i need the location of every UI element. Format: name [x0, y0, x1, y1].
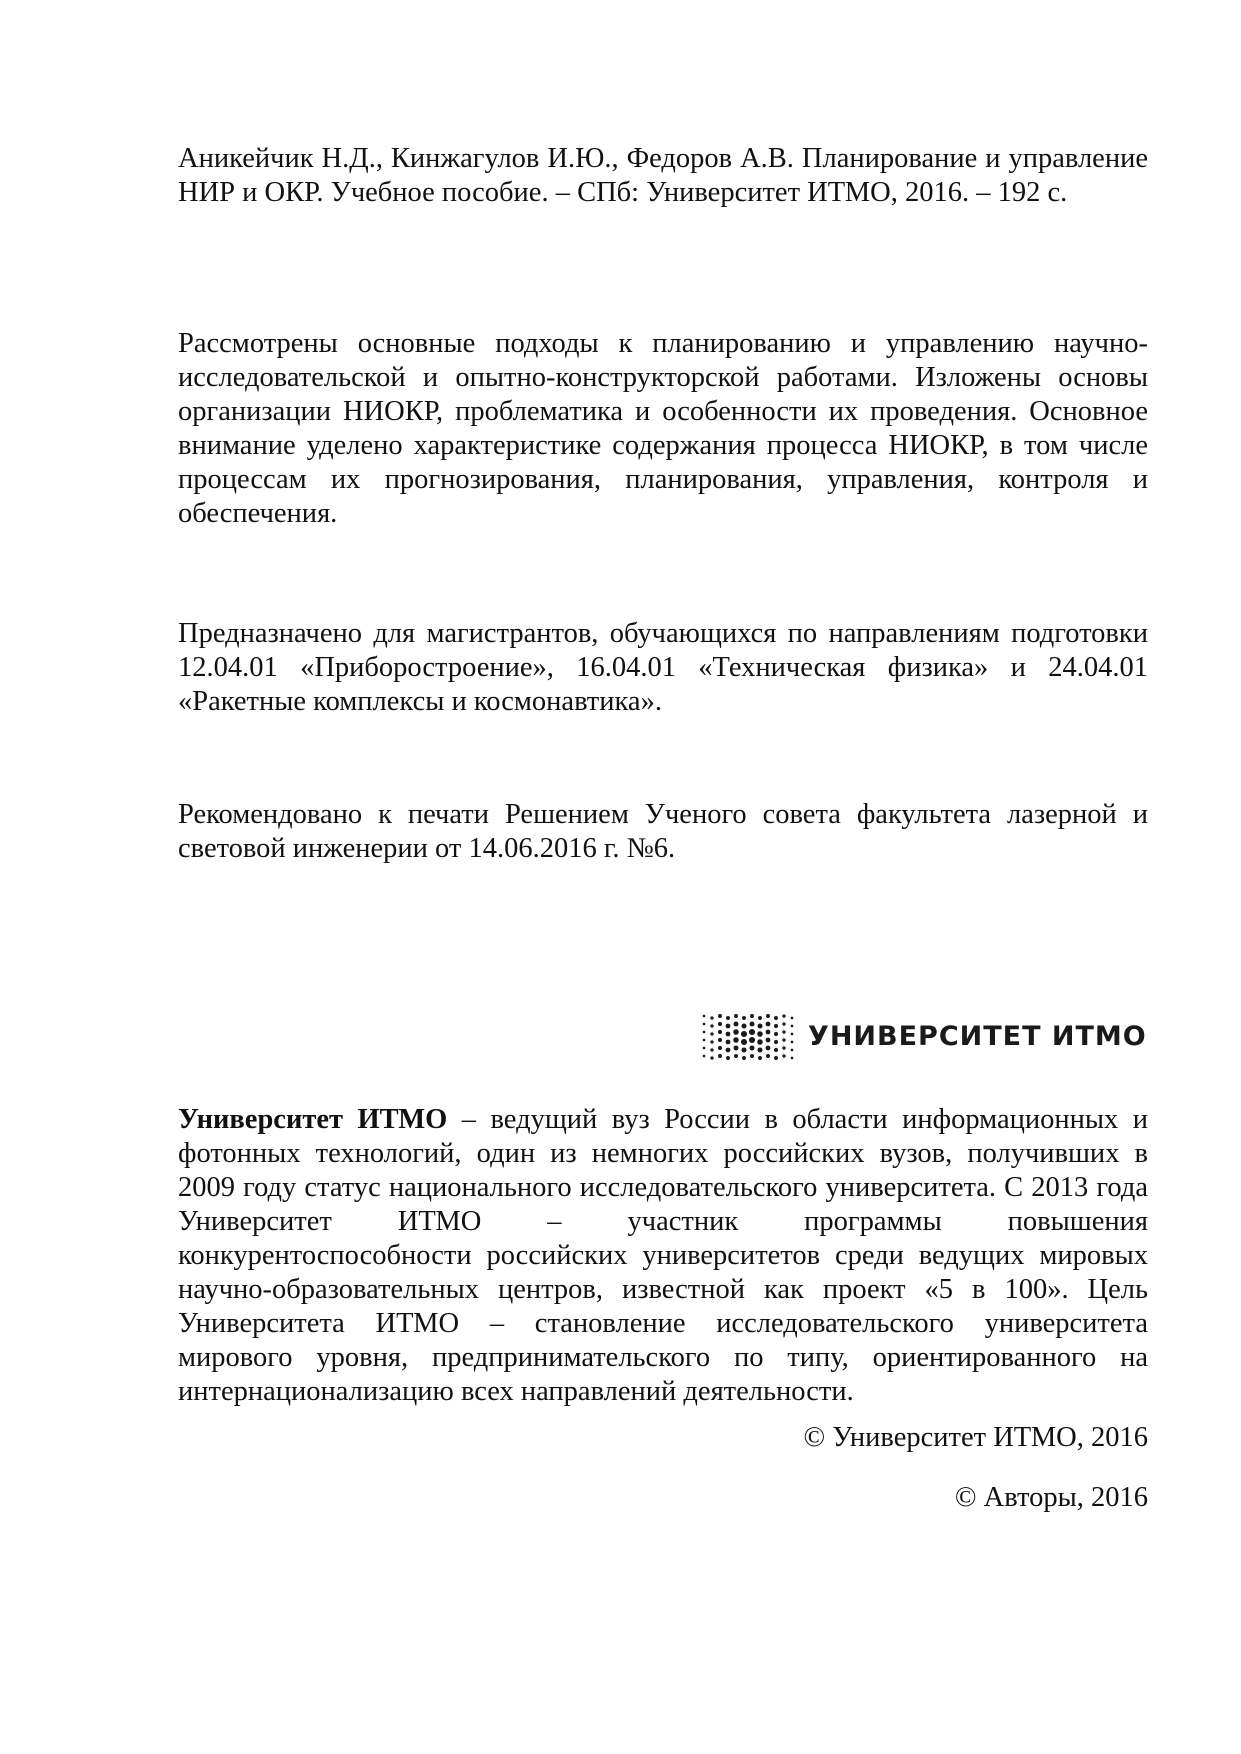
logo-dot — [757, 1047, 762, 1052]
logo-dot — [703, 1015, 706, 1018]
logo-dot — [750, 1054, 754, 1058]
logo-dot — [791, 1025, 794, 1028]
logo-dot — [774, 1016, 778, 1020]
logo-dot — [710, 1048, 713, 1051]
logo-dot — [710, 1024, 713, 1027]
logo-dot — [757, 1023, 762, 1028]
logo-dot — [703, 1047, 706, 1050]
logo-dot — [782, 1046, 785, 1049]
logo-dot — [766, 1038, 771, 1043]
logo-dot — [733, 1029, 739, 1035]
abstract-paragraph: Рассмотрены основные подходы к планированию и управлению научно-исследовательской и опытно-конструкторской работами. Изложены основы организации НИОКР, проблематика и особенности их проведения. Основное внимание уделено характеристике содержания процесса НИОКР, в том числе процессам их прогнозирования, планирования, управления, контроля и обеспечения. — [178, 328, 1148, 529]
logo-dot — [734, 1014, 738, 1018]
university-description — [178, 1103, 1148, 1409]
logo-dot — [782, 1030, 785, 1033]
bibliographic-citation: Аникейчик Н.Д., Кинжагулов И.Ю., Федоров А.В. Планирование и управление НИР и ОКР. Учебное пособие. – СПб: Университет ИТМО, 2016. – 192 с. — [178, 143, 1148, 208]
logo-dot — [733, 1037, 739, 1043]
logo-dot — [741, 1039, 747, 1045]
logo-dot — [742, 1016, 746, 1020]
logo-dot — [710, 1032, 713, 1035]
logo-dot — [733, 1045, 738, 1050]
logo-dot — [774, 1024, 778, 1028]
logo-dot — [710, 1056, 713, 1059]
logo-dot — [758, 1056, 762, 1060]
logo-dot — [766, 1046, 771, 1051]
logo-dot — [726, 1032, 731, 1037]
audience-paragraph: Предназначено для магистрантов, обучающихся по направлениям подготовки 12.04.01 «Приборостроение», 16.04.01 «Техническая физика» и 24.04.01 «Ракетные комплексы и космонавтика». — [178, 618, 1148, 717]
logo-dot — [726, 1024, 731, 1029]
logo-dot — [791, 1057, 794, 1060]
logo-dot — [791, 1033, 794, 1036]
logo-dot — [757, 1039, 763, 1045]
logo-dot — [774, 1048, 778, 1052]
itmo-logo — [700, 1010, 1150, 1062]
logo-dot — [726, 1040, 731, 1045]
logo-dot — [703, 1023, 706, 1026]
logo-dot — [774, 1056, 778, 1060]
logo-dot — [749, 1045, 754, 1050]
logo-dot — [782, 1022, 785, 1025]
university-name: Университет ИТМО — [178, 1104, 448, 1135]
logo-dot — [741, 1023, 746, 1028]
logo-dot — [726, 1016, 730, 1020]
logo-dot — [718, 1038, 722, 1042]
copyright-authors: © Авторы, 2016 — [954, 1482, 1148, 1513]
logo-dot — [791, 1049, 794, 1052]
logo-dot — [782, 1014, 785, 1017]
logo-dot — [718, 1030, 722, 1034]
logo-dot — [766, 1054, 770, 1058]
logo-dot — [741, 1031, 747, 1037]
logo-dot — [718, 1046, 722, 1050]
logo-dot — [791, 1041, 794, 1044]
dotted-pattern-icon — [700, 1012, 796, 1060]
logo-dot — [718, 1054, 722, 1058]
university-description-text: – ведущий вуз России в области информационных и фотонных технологий, один из немногих российских вузов, получивших в 2009 году статус национального исследовательского университета. С 2013 года Университет ИТМО – участник программы повышения конкурентоспособности российских университетов среди ведущих мировых научно-образовательных центров, известной как проект «5 в 100». Цель Университета ИТМО – становление исследовательского университета мирового уровня, предпринимательского по типу, ориентированного на интернационализацию всех направлений деятельности. — [178, 1104, 1148, 1407]
logo-dot — [703, 1039, 706, 1042]
logo-dot — [750, 1014, 754, 1018]
logo-dot — [734, 1054, 738, 1058]
logo-dot — [782, 1054, 785, 1057]
logo-dot — [718, 1014, 722, 1018]
copyright-university: © Университет ИТМО, 2016 — [803, 1422, 1148, 1453]
logo-dot — [749, 1029, 755, 1035]
logo-dot — [710, 1040, 713, 1043]
logo-dot — [718, 1022, 722, 1026]
logo-text: УНИВЕРСИТЕТ ИТМО — [808, 1020, 1147, 1052]
logo-dot — [766, 1030, 771, 1035]
logo-dot — [741, 1047, 746, 1052]
logo-dot — [742, 1056, 746, 1060]
logo-dot — [703, 1055, 706, 1058]
logo-dot — [703, 1031, 706, 1034]
logo-dot — [710, 1016, 713, 1019]
logo-dot — [726, 1048, 731, 1053]
logo-dot — [766, 1022, 771, 1027]
logo-dot — [757, 1031, 763, 1037]
logo-dot — [782, 1038, 785, 1041]
logo-dot — [749, 1021, 754, 1026]
logo-dot — [726, 1056, 730, 1060]
logo-dot — [766, 1014, 770, 1018]
logo-dot — [733, 1021, 738, 1026]
logo-dot — [774, 1032, 778, 1036]
recommendation-paragraph: Рекомендовано к печати Решением Ученого совета факультета лазерной и световой инженерии от 14.06.2016 г. №6. — [178, 799, 1148, 864]
logo-dot — [774, 1040, 778, 1044]
logo-dot — [758, 1016, 762, 1020]
logo-dot — [791, 1017, 794, 1020]
logo-dot — [749, 1037, 755, 1043]
